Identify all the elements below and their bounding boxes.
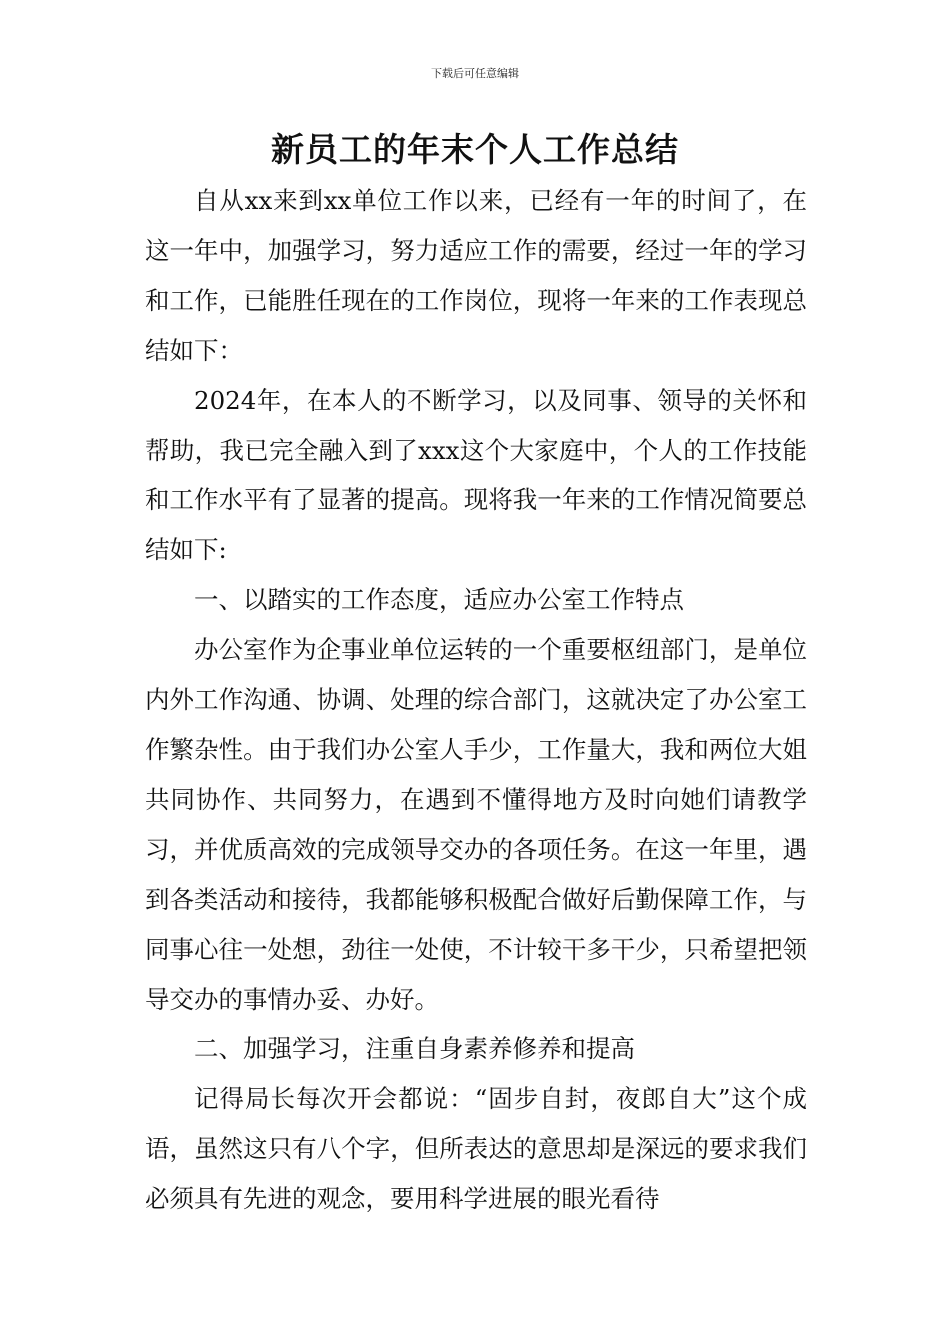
paragraph-intro: 自从xx来到xx单位工作以来，已经有一年的时间了，在这一年中，加强学习，努力适应工作的需要，经过一年的学习和工作，已能胜任现在的工作岗位，现将一年来的工作表现总结如下： bbox=[145, 186, 807, 365]
header-note: 下载后可任意编辑 bbox=[431, 67, 519, 80]
paragraph-section-1: 办公室作为企事业单位运转的一个重要枢纽部门，是单位内外工作沟通、协调、处理的综合部门，这就决定了办公室工作繁杂性。由于我们办公室人手少，工作量大，我和两位大姐共同协作、共同努力，在遇到不懂得地方及时向她们请教学习，并优质高效的完成领导交办的各项任务。在这一年里，遇到各类活动和接待，我都能够积极配合做好后勤保障工作，与同事心往一处想，劲往一处使，不计较干多干少，只希望把领导交办的事情办妥、办好。 bbox=[145, 635, 807, 1014]
section-heading-1: 一、以踏实的工作态度，适应办公室工作特点 bbox=[194, 585, 684, 615]
paragraph-section-2: 记得局长每次开会都说：“固步自封，夜郎自大”这个成语，虽然这只有八个字，但所表达的意思却是深远的要求我们必须具有先进的观念，要用科学进展的眼光看待 bbox=[145, 1084, 807, 1214]
document-title: 新员工的年末个人工作总结 bbox=[271, 130, 679, 169]
document-body bbox=[145, 176, 807, 1224]
paragraph-overview: 2024年，在本人的不断学习，以及同事、领导的关怀和帮助，我已完全融入到了xxx这个大家庭中，个人的工作技能和工作水平有了显著的提高。现将我一年来的工作情况简要总结如下: bbox=[145, 385, 807, 565]
section-heading-2: 二、加强学习，注重自身素养修养和提高 bbox=[194, 1034, 635, 1064]
